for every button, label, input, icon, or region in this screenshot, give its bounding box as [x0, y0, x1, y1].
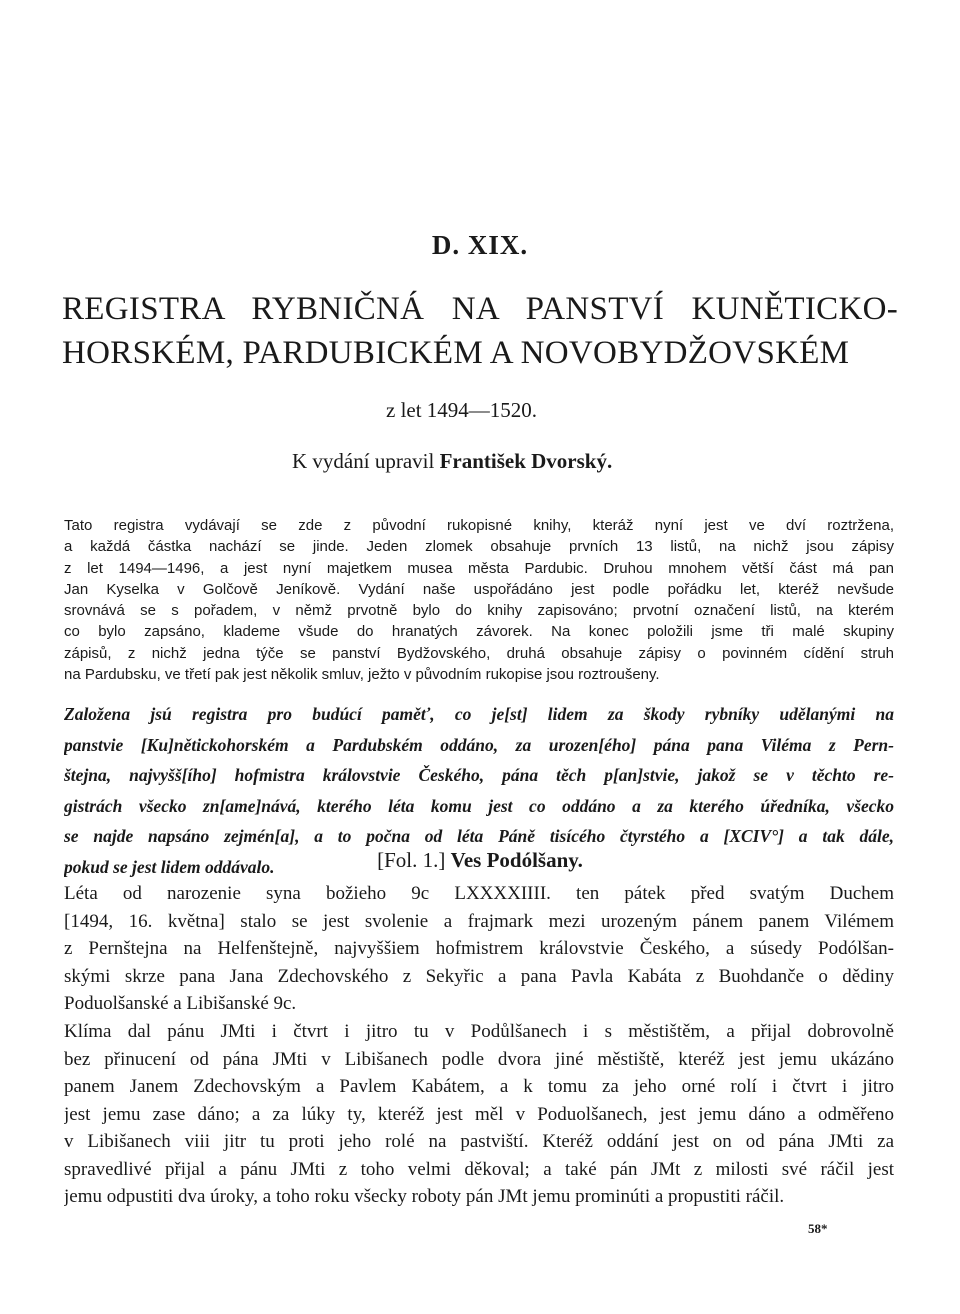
entry-line: jest jemu zase dáno; a za lúky ty, kteréž jest měl v Poduolšanech, jest jemu dáno a odměřeno	[64, 1103, 894, 1125]
preamble-line: se najde napsáno zejmén[a], a to počna od léta Páně tisícého čtyrstého a [XCIV°] a tak dále,	[64, 826, 894, 846]
entry-line: spravedlivé přijal a pánu JMti z toho velmi děkoval; a také pán JMt z milosti své ráčil jest	[64, 1158, 894, 1180]
editor-name: František Dvorský.	[439, 449, 613, 473]
entry-paragraph-2	[64, 1018, 894, 1211]
intro-line: Tato registra vydávají se zde z původní rukopisné knihy, kteráž nyní jest ve dví roztržena,	[64, 517, 894, 534]
entry-line: skými skrze pana Jana Zdechovského z Sekyřic a pana Pavla Kabáta z Buohdanče o dědiny	[64, 965, 894, 987]
folio-heading	[0, 848, 960, 873]
intro-line: z let 1494—1496, a jest nyní majetkem musea města Pardubic. Druhou mnohem větší část má pan	[64, 559, 894, 577]
preamble-line: panstvie [Ku]nětickohorském a Pardubském oddáno, za urozen[ého] pána pana Viléma z Pern-	[64, 734, 894, 755]
entry-line: jemu odpustiti dva úroky, a toho roku všecky roboty pán JMt jemu prominúti a propustiti ráčil.	[64, 1186, 785, 1207]
title-line-1: REGISTRA RYBNIČNÁ NA PANSTVÍ KUNĚTICKO-	[62, 291, 898, 327]
intro-line: Jan Kyselka v Golčově Jeníkově. Vydání naše uspořádáno jest podle pořádku let, kteréž nevšude	[64, 580, 894, 598]
intro-line: a každá částka nachází se jinde. Jeden zlomek obsahuje prvních 13 listů, na nichž jsou zápisy	[64, 538, 894, 556]
title-line-2: HORSKÉM, PARDUBICKÉM A NOVOBYDŽOVSKÉM	[62, 335, 850, 371]
folio-place: Ves Podólšany.	[450, 848, 583, 872]
preamble-line: Založena jsú registra pro budúcí paměť, co je[st] lidem za škody rybníky udělanými na	[64, 704, 894, 724]
document-number: D. XIX.	[431, 230, 529, 260]
intro-line: srovnává se s pořadem, v němž prvotně bylo do knihy zapisováno; prvotní označení listů, na kterém	[64, 602, 894, 620]
editor-prefix: K vydání upravil	[292, 449, 435, 473]
year-range: z let 1494—1520.	[386, 398, 538, 422]
entry-line: Poduolšanské a Libišanské 9c.	[64, 993, 297, 1014]
entry-line: v Libišanech viii jitr tu proti jeho rolé na pastviští. Kteréž oddání jest on od pána JMti za	[64, 1131, 894, 1152]
entry-paragraph-1	[64, 880, 894, 1018]
entry-line: Léta od narozenie syna božieho 9c LXXXXIIII. ten pátek před svatým Duchem	[64, 883, 894, 904]
entry-line: z Pernštejna na Helfenštejně, najvyššiem hofmistrem královstvie Českého, a súsedy Podólšan-	[64, 938, 894, 959]
intro-line: na Pardubsku, ve třetí pak jest několik smluv, ježto v původním rukopise jsou roztroušeny.	[64, 666, 660, 684]
preamble-line: štejna, najvyšš[ího] hofmistra královstvie Českého, pána těch p[an]stvie, jakož se v těchto re-	[64, 765, 894, 785]
folio-reference: [Fol. 1.]	[377, 848, 446, 872]
intro-line: zápisů, z nichž jedna týče se panství Bydžovského, druhá obsahuje zápisy o povinném cídění struh	[64, 644, 894, 662]
entry-line: [1494, 16. května] stalo se jest svolenie a frajmark mezi urozeným pánem panem Vilémem	[64, 910, 894, 932]
intro-paragraph	[64, 515, 894, 685]
entry-line: panem Janem Zdechovským a Pavlem Kabátem, a k tomu za jeho orné rolí i čtvrt i jitro	[64, 1076, 894, 1097]
page-number: 58*	[808, 1221, 828, 1236]
entry-line: Klíma dal pánu JMti i čtvrt i jitro tu v Podůlšanech i s městištěm, a přijal dobrovolně	[64, 1021, 894, 1042]
entry-line: bez přinucení od pána JMti v Libišanech podle dvora jiné městiště, kteréž jest jemu ukázáno	[64, 1048, 894, 1070]
preamble-line: gistrách všecko zn[ame]nává, kterého léta komu jest co oddáno a za kterého úředníka, všecko	[64, 795, 894, 816]
intro-line: co bylo zapsáno, klademe všude do hranatých závorek. Na konec položili jsme tři malé skupiny	[64, 623, 894, 641]
preamble-line: pokud se jest lidem oddávalo.	[64, 856, 275, 877]
editor-credit	[292, 449, 612, 474]
